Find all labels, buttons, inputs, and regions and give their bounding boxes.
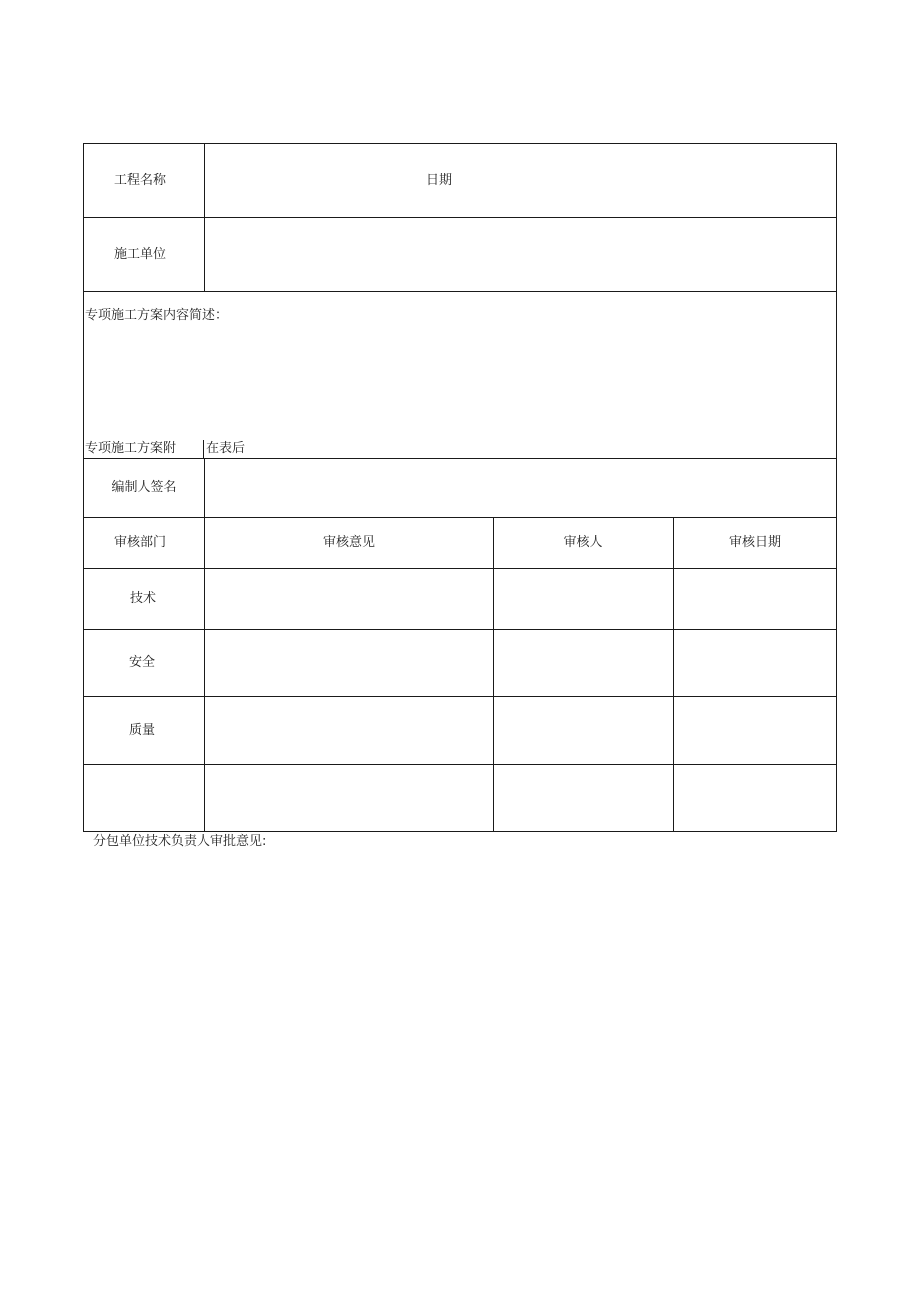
plan-attachment-value: 在表后 <box>206 441 246 456</box>
review-opinion-header: 审核意见 <box>322 535 376 550</box>
attachment-divider <box>203 440 204 458</box>
label-column-divider <box>204 143 205 292</box>
row-divider <box>83 629 837 630</box>
preparer-signature-label: 编制人签名 <box>111 480 177 495</box>
row-divider <box>83 291 837 292</box>
review-row-department: 安全 <box>128 655 156 670</box>
table-border-bottom <box>83 831 837 832</box>
subcontractor-approval-label: 分包单位技术负责人审批意见: <box>93 834 267 849</box>
review-row-department: 质量 <box>128 723 156 738</box>
plan-attachment-label: 专项施工方案附 <box>85 441 177 456</box>
opinion-column-divider <box>493 517 494 832</box>
date-label: 日期 <box>425 173 453 188</box>
table-border-top <box>83 143 837 144</box>
reviewer-header: 审核人 <box>563 535 603 550</box>
table-border-left <box>83 143 84 832</box>
project-name-label: 工程名称 <box>113 173 167 188</box>
review-row-department: 技术 <box>129 591 157 606</box>
row-divider <box>83 568 837 569</box>
row-divider <box>83 764 837 765</box>
row-divider <box>83 517 837 518</box>
construction-unit-label: 施工单位 <box>113 247 167 262</box>
label-column-divider <box>204 458 205 832</box>
review-date-header: 审核日期 <box>728 535 782 550</box>
table-border-right <box>836 143 837 832</box>
plan-summary-label: 专项施工方案内容简述： <box>85 308 229 323</box>
row-divider <box>83 458 837 459</box>
reviewer-column-divider <box>673 517 674 832</box>
row-divider <box>83 217 837 218</box>
review-department-header: 审核部门 <box>113 535 167 550</box>
row-divider <box>83 696 837 697</box>
